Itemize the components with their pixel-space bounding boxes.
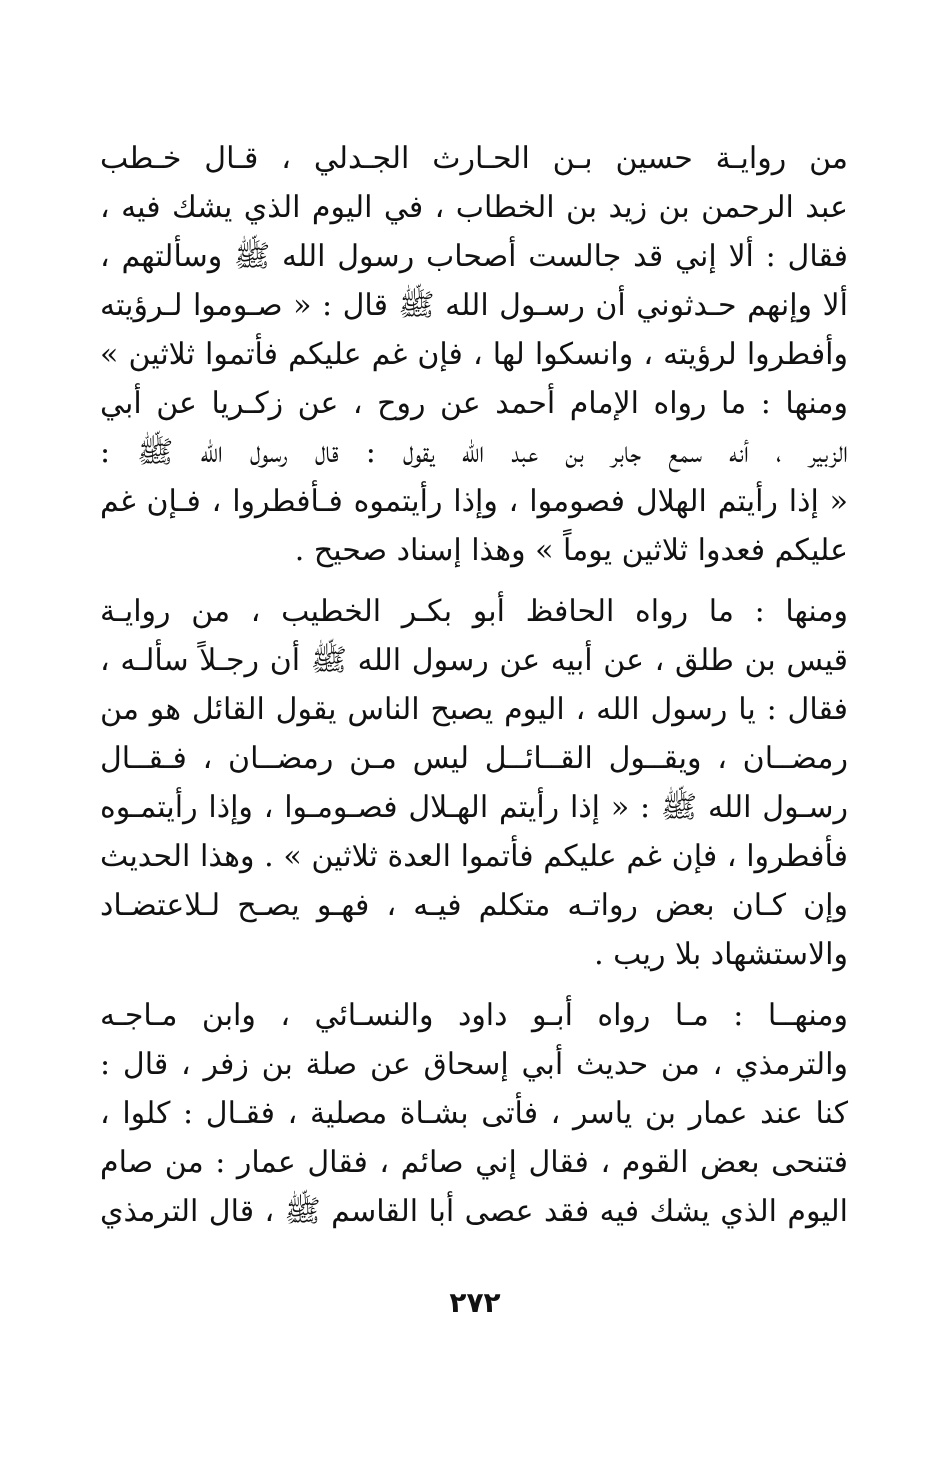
text-line: ألا وإنهم حـدثوني أن رسـول الله ﷺ قال : « صـوموا لـرؤيته	[100, 288, 848, 323]
text-line: عليكم فعدوا ثلاثين يوماً » وهذا إسناد صحيح .	[294, 533, 848, 568]
text-line: من روايـة حسين بـن الحـارث الجـدلي ، قـال خـطب	[100, 141, 848, 176]
text-line: « إذا رأيتم الهلال فصوموا ، وإذا رأيتموه فـأفطروا ، فـإن غم	[100, 484, 848, 519]
paragraph-3	[100, 991, 848, 1236]
text-line: فقال : ألا إني قد جالست أصحاب رسول الله ﷺ وسألتهم ،	[100, 239, 848, 274]
text-line: اليوم الذي يشك فيه فقد عصى أبا القاسم ﷺ ، قال الترمذي	[100, 1194, 848, 1229]
page-body	[100, 134, 848, 1236]
paragraph-2	[100, 587, 848, 979]
page-number: ٢٧٢	[449, 1286, 501, 1319]
text-line: عبد الرحمن بن زيد بن الخطاب ، في اليوم الذي يشك فيه ،	[100, 190, 848, 225]
paragraph-1	[100, 134, 848, 575]
text-line: رسـول الله ﷺ : « إذا رأيتم الهـلال فصـومـوا ، وإذا رأيتمـوه	[100, 790, 848, 825]
text-line: وأفطروا لرؤيته ، وانسكوا لها ، فإن غم عليكم فأتموا ثلاثين »	[100, 337, 848, 372]
text-line: وإن كـان بعض رواتـه متكلم فيـه ، فهـو يصـح لـلاعتضـاد	[100, 888, 848, 923]
text-line: كنا عند عمار بن ياسر ، فأتى بشـاة مصلية ، فقـال : كلوا ،	[100, 1096, 848, 1131]
text-line: والاستشهاد بلا ريب .	[594, 937, 848, 972]
text-line: ومنهــا : مـا رواه أبـو داود والنسـائي ، وابن مـاجـه	[100, 998, 848, 1033]
text-line: والترمذي ، من حديث أبي إسحاق عن صلة بن زفر ، قال :	[100, 1047, 848, 1082]
text-line: ومنها : ما رواه الحافظ أبو بكـر الخطيب ، من روايـة	[100, 594, 848, 629]
text-line: فتنحى بعض القوم ، فقال إني صائم ، فقال عمار : من صام	[100, 1145, 848, 1180]
text-line: رمضــان ، ويقــول القــائــل ليس مـن رمضــان ، فـقــال	[100, 741, 848, 776]
text-line: ومنها : ما رواه الإمام أحمد عن روح ، عن زكـريا عن أبي	[100, 386, 848, 421]
text-line: قيس بن طلق ، عن أبيه عن رسول الله ﷺ أن رجـلاً سألـه ،	[100, 643, 848, 678]
text-line: فقال : يا رسول الله ، اليوم يصبح الناس يقول القائل هو من	[100, 692, 848, 727]
text-line: الزبير ، أنه سمع جابر بن عبد الله يقول : قال رسول الله ﷺ :	[100, 435, 848, 470]
text-line: فأفطروا ، فإن غم عليكم فأتموا العدة ثلاثين » . وهذا الحديث	[100, 839, 848, 874]
